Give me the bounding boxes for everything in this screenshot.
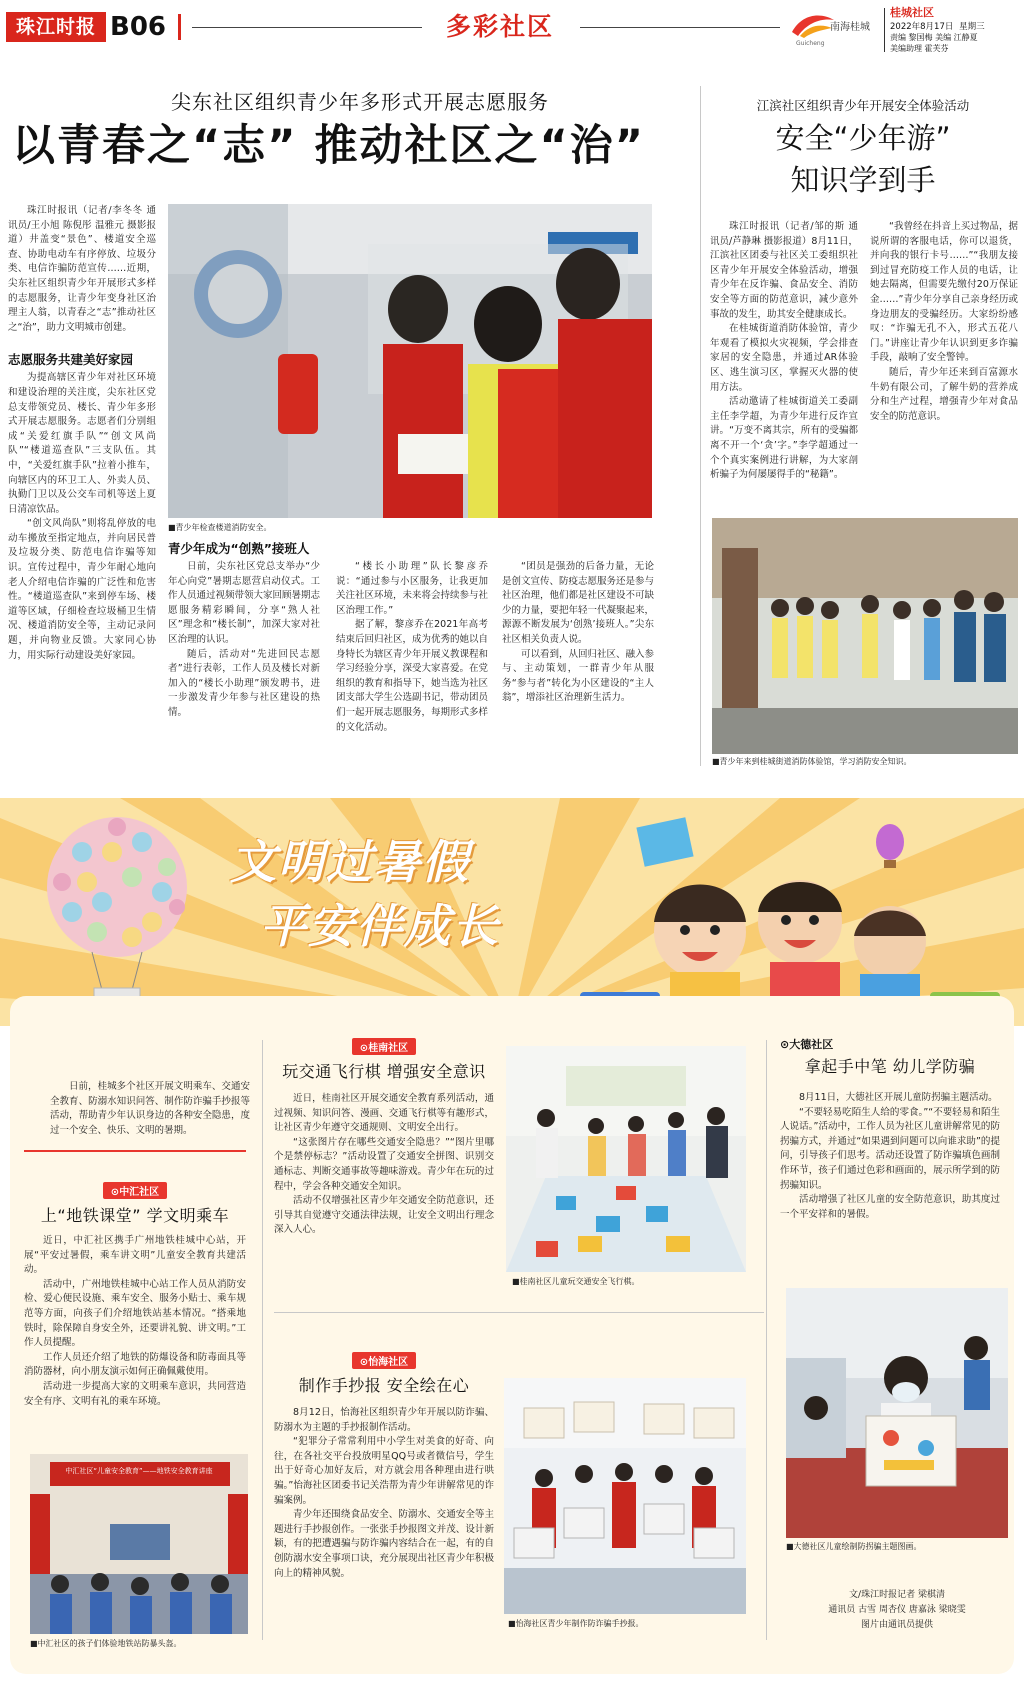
guinan-paragraph-1: 近日，桂南社区开展交通安全教育系列活动，通过视频、知识问答、漫画、交通飞行棋等有趣形式，让社区青少年遵守交通规则、文明安全出行。 — [274, 1093, 494, 1134]
dade-paragraph-3: 活动增强了社区儿童的安全防范意识，助其度过一个平安祥和的暑假。 — [780, 1194, 1000, 1220]
zhonghui-tag-label: 中汇社区 — [119, 1187, 160, 1198]
lead-intro-column — [8, 204, 156, 663]
tag-dot-icon: ⊙ — [780, 1038, 790, 1051]
lead-subhead-volunteer: 志愿服务共建美好家园 — [8, 352, 134, 368]
zhonghui-paragraph-4: 活动进一步提高大家的文明乘车意识，共同营造安全有序、文明有礼的乘车环境。 — [24, 1380, 246, 1407]
guinan-photo — [506, 1046, 746, 1272]
tag-dot-icon: ⊙ — [359, 1043, 369, 1054]
byline-photo-credit: 图片由通讯员提供 — [860, 1620, 933, 1630]
feature-intro-paragraph: 日前，桂城多个社区开展文明乘车、交通安全教育、防溺水知识问答、制作防诈骗手抄报等活动，帮助青少年认识身边的各种安全隐患，度过一个安全、快乐、文明的暑期。 — [50, 1081, 250, 1136]
dade-paragraph-1: 8月11日，大德社区开展儿童防拐骗主题活动。 — [799, 1092, 998, 1103]
side-col-2 — [870, 220, 1018, 424]
zhonghui-photo — [30, 1454, 248, 1634]
lead-paragraph-5: “楼长小助理”队长黎彦乔说：“通过参与小区服务，让我更加关注社区环境，未来将会持续参与社区治理工作。” — [336, 561, 489, 616]
zhonghui-paragraph-2: 活动中，广州地铁桂城中心站工作人员从消防安检、爱心便民设施、乘车安全、服务小贴士、乘车规范等方面，向孩子们介绍地铁站基本情况。“搭乘地铁时，除保障自身安全外，还要讲礼貌、讲文明。”工作人员提醒。 — [24, 1278, 246, 1349]
lead-intro-paragraph: 珠江时报讯（记者/李冬冬 通讯员/王小旭 陈倪彤 温雅元 摄影报道）井盖变“景色”、楼道安全巡查、协助电动车有序停放、垃圾分类、电信诈骗防范宣传……近期，尖东社区组织青少年开展形式多样的志愿服务，让青少年变身社区治理主人翁，以青春之“志”推动社区之“治”，助力文明城市创建。 — [8, 205, 156, 333]
side-headline-1: 安全“少年游” — [775, 121, 951, 155]
feature-intro — [50, 1080, 250, 1138]
zhonghui-photo-caption: ■中汇社区的孩子们体验地铁站防暴头盔。 — [30, 1639, 182, 1648]
side-photo-fire-hall — [712, 518, 1018, 754]
zhonghui-body — [24, 1234, 246, 1409]
side-photo-caption: ■青少年来到桂城街道消防体验馆，学习消防安全知识。 — [712, 757, 912, 766]
banner-title-line-1: 文明过暑假 — [230, 835, 470, 889]
masthead-divider-bar — [178, 14, 181, 40]
side-col-1 — [710, 220, 858, 483]
yihai-tag-label: 怡海社区 — [368, 1357, 409, 1368]
side-paragraph-1: 珠江时报讯（记者/邹的斯 通讯员/芦静琳 摄影报道）8月11日，江滨社区团委与社区关工委组织社区青少年开展安全体验活动，增强青少年在反诈骗、食品安全、消防安全等方面的防范意识，减少意外事故的发生，助其安全健康成长。 — [710, 221, 858, 320]
zhonghui-tag — [103, 1182, 167, 1199]
guinan-photo-caption: ■桂南社区儿童玩交通安全飞行棋。 — [512, 1277, 640, 1286]
lead-paragraph-7: “团员是强劲的后备力量，无论是创文宣传、防疫志愿服务还是参与社区治理，他们都是社区建设不可缺少的力量，要把年轻一代凝聚起来，源源不断发展为‘创熟’接班人。”尖东社区相关负责人说。 — [502, 561, 655, 645]
side-headline-2: 知识学到手 — [790, 163, 936, 197]
lead-col-3 — [336, 560, 488, 735]
lead-photo-fire-check — [168, 204, 652, 518]
lead-kicker: 尖东社区组织青少年多形式开展志愿服务 — [171, 90, 549, 114]
section-title: 多彩社区 — [445, 12, 554, 41]
yihai-tag — [352, 1352, 416, 1369]
yihai-paragraph-2: “犯罪分子常常利用中小学生对美食的好奇、向往，在各社交平台投放明星QQ号或者微信号，学生出于好奇心加好友后，对方就会用各种理由进行哄骗。”怡海社区团委书记关浩帮为青少年讲解常见的诈骗案例。 — [274, 1436, 494, 1506]
side-paragraph-4: “我曾经在抖音上买过物品，据说所谓的客服电话，你可以退货，并向我的银行卡号……”“我朋友接到过冒充防疫工作人员的电话，让她去隔离，但需要先缴付20万保证金……”青少年分享自己亲身经历或身边朋友的受骗经历。大家纷纷感叹：“诈骗无孔不入，形式五花八门。”讲座让青少年认识到更多诈骗手段，敲响了安全警钟。 — [870, 221, 1018, 364]
feature-divider-1 — [262, 1040, 263, 1640]
editor-credits-2: 美编助理 霍芙芬 — [890, 44, 949, 53]
lead-paragraph-3: 日前，尖东社区党总支举办“少年心向党”暑期志愿营启动仪式。工作人员通过视频带领大家回顾暑期志愿服务精彩瞬间，分享“熟人社区”理念和“楼长制”，加深大家对社区治理的认识。 — [168, 561, 321, 645]
column-name: 桂城社区 — [890, 6, 934, 19]
masthead-vertical-rule — [884, 8, 885, 52]
lead-headline: 以青春之“志” 推动社区之“治” — [12, 121, 646, 171]
yihai-photo — [504, 1378, 746, 1614]
guinan-tag — [352, 1038, 416, 1055]
issue-date — [890, 20, 985, 32]
date-text: 2022年8月17日 — [890, 22, 954, 32]
side-paragraph-3: 活动邀请了桂城街道关工委副主任李学超，为青少年进行反诈宣讲。“万变不离其宗，所有的受骗都离不开一个‘贪’字。”李学超通过一个个真实案例进行讲解，为大家剖析骗子为何屡屡得手的“秘籍”。 — [710, 396, 858, 481]
paper-name-logo: 珠江时报 — [6, 12, 106, 42]
zhonghui-title: 上“地铁课堂” 学文明乘车 — [40, 1206, 230, 1225]
tag-dot-icon: ⊙ — [110, 1187, 120, 1198]
sponsor-logo — [790, 8, 880, 50]
lead-paragraph-8: 可以看到，从回归社区、融入参与、主动策划，一群青少年从服务“参与者”转化为小区建设的“主人翁”，增添社区治理新生活力。 — [502, 648, 655, 704]
feature-mid-rule — [274, 1312, 764, 1313]
sponsor-logo-subtext: Guicheng — [796, 40, 825, 47]
dade-photo-caption: ■大德社区儿童绘制防拐骗主题图画。 — [786, 1542, 922, 1551]
feature-banner — [0, 798, 1024, 1026]
yihai-paragraph-3: 青少年还围绕食品安全、防溺水、交通安全等主题进行手抄报创作。一张张手抄报图文并茂、设计新颖，有的把遭遇骗与防诈骗内容结合在一起，有的自创防溺水安全事项口诀，充分展现出社区青少年积极向上的精神风貌。 — [274, 1509, 494, 1579]
yihai-block — [274, 1350, 494, 1581]
guinan-body — [274, 1092, 494, 1238]
side-paragraph-5: 随后，青少年还来到百富源水牛奶有限公司，了解牛奶的营养成分和生产过程，增强青少年对食品安全的防范意识。 — [870, 366, 1018, 422]
lead-subhead-successor: 青少年成为“创熟”接班人 — [168, 541, 310, 556]
tag-dot-icon: ⊙ — [359, 1357, 369, 1368]
guinan-paragraph-2: “这张图片存在哪些交通安全隐患？”“图片里哪个是禁停标志？”活动设置了交通安全拼图、识别交通标志、判断交通事故等趣味游戏。青少年在玩的过程中，学会各种交通安全知识。 — [274, 1136, 494, 1192]
zhonghui-photo-banner-text: 中汇社区“儿童安全教育”——地铁安全教育讲座 — [65, 1467, 213, 1475]
yihai-photo-caption: ■怡海社区青少年制作防诈骗手抄报。 — [508, 1619, 644, 1628]
feature-byline — [786, 1588, 1008, 1633]
balloon-illustration — [42, 812, 192, 1022]
banner-title-line-2: 平安伴成长 — [260, 899, 500, 953]
guinan-title: 玩交通飞行棋 增强安全意识 — [282, 1062, 486, 1081]
masthead-rule-right — [580, 27, 780, 28]
dade-paragraph-2: “不要轻易吃陌生人给的零食。”“不要轻易和陌生人说话。”活动中，工作人员为社区儿童讲解常见的防拐骗方式，并通过“如果遇到问题可以向谁求助”的提问，引导孩子们思考。活动还设置了防诈骗填色画制作环节，孩子们通过色彩和画面的，展示所学到的防拐骗知识。 — [780, 1106, 1000, 1191]
feature-intro-rule — [24, 1150, 246, 1152]
dade-title: 拿起手中笔 幼儿学防骗 — [804, 1057, 976, 1076]
yihai-body — [274, 1406, 494, 1581]
zhonghui-paragraph-1: 近日，中汇社区携手广州地铁桂城中心站，开展“平安过暑假，乘车讲文明”儿童安全教育共建活动。 — [24, 1235, 246, 1276]
lead-divider — [700, 86, 701, 766]
byline-reporter: 文/珠江时报记者 梁棋清 — [849, 1590, 945, 1600]
lead-paragraph-2: “创文风尚队”则将乱停放的电动车搬放至指定地点，并向居民普及垃圾分类、防范电信诈骗等知识。宣传过程中，青少年耐心地向老人介绍电信诈骗的广泛性和危害性。“楼道巡查队”来到停车场、楼道等区域，仔细检查垃圾桶卫生情况、楼道消防安全等，主动记录问题，并向物业反馈。大家同心协力，用实际行动建设美好家园。 — [8, 518, 156, 661]
guinan-block — [274, 1036, 494, 1238]
lead-col-2 — [168, 540, 320, 721]
yihai-paragraph-1: 8月12日，怡海社区组织青少年开展以防诈骗、防溺水为主题的手抄报制作活动。 — [274, 1407, 494, 1433]
page-number: B06 — [110, 12, 166, 42]
lead-paragraph-1: 为提高辖区青少年对社区环境和建设治理的关注度，尖东社区党总支带领党员、楼长、青少年多形式开展志愿服务。志愿者们分别组成“关爱红旗手队”“创文风尚队”“楼道巡查队”三支队伍。其中，“关爱红旗手队”拉着小推车，向辖区内的环卫工人、外卖人员、执勤门卫以及公交车司机等送上夏日清凉饮品。 — [8, 372, 156, 515]
guinan-tag-label: 桂南社区 — [368, 1043, 409, 1054]
weekday-text: 星期三 — [959, 22, 985, 32]
lead-paragraph-6: 据了解，黎彦乔在2021年高考结束后回归社区，成为优秀的她以自身特长为辖区青少年开展义教课程和学习经验分享，深受大家喜爱。在党组织的教育和指导下，她当选为社区团支部大学生公选副书记，带动团员们一起开展志愿服务，每期形式多样的文化活动。 — [336, 619, 489, 733]
zhonghui-block — [24, 1180, 246, 1409]
dade-photo — [786, 1288, 1008, 1538]
editor-credits-1: 责编 黎国梅 美编 江静夏 — [890, 33, 978, 42]
kids-cartoon-illustration — [560, 812, 1010, 1022]
byline-correspondents: 通讯员 古雪 周杏仪 唐嘉泳 梁晓雯 — [828, 1605, 966, 1615]
side-kicker: 江滨社区组织青少年开展安全体验活动 — [756, 98, 970, 113]
yihai-title: 制作手抄报 安全绘在心 — [298, 1376, 470, 1395]
masthead-rule-left — [192, 27, 422, 28]
lead-paragraph-4: 随后，活动对“先进回民志愿者”进行表彰，工作人员及楼长对新加入的“楼长小助理”颁发聘书，进一步激发青少年参与社区建设的热情。 — [168, 648, 320, 718]
sponsor-logo-text: 南海桂城 — [830, 22, 870, 33]
feature-divider-2 — [766, 1040, 767, 1640]
zhonghui-paragraph-3: 工作人员还介绍了地铁的防爆设备和防毒面具等消防器材，向小朋友演示如何正确佩戴使用。 — [24, 1351, 246, 1378]
dade-block — [780, 1036, 1000, 1222]
guinan-paragraph-3: 活动不仅增强社区青少年交通安全防范意识，还引导其自觉遵守交通法律法规，让安全文明出行理念深入人心。 — [274, 1195, 494, 1236]
dade-tag: 大德社区 — [789, 1038, 834, 1051]
lead-photo-caption: ■青少年检查楼道消防安全。 — [168, 523, 272, 532]
dade-body — [780, 1091, 1000, 1222]
side-paragraph-2: 在桂城街道消防体验馆，青少年观看了模拟火灾视频，学会排查家居的安全隐患，并通过AR体验区、逃生演习区，掌握灭火器的使用方法。 — [710, 323, 858, 393]
masthead — [0, 0, 1024, 58]
lead-col-4 — [502, 560, 654, 706]
